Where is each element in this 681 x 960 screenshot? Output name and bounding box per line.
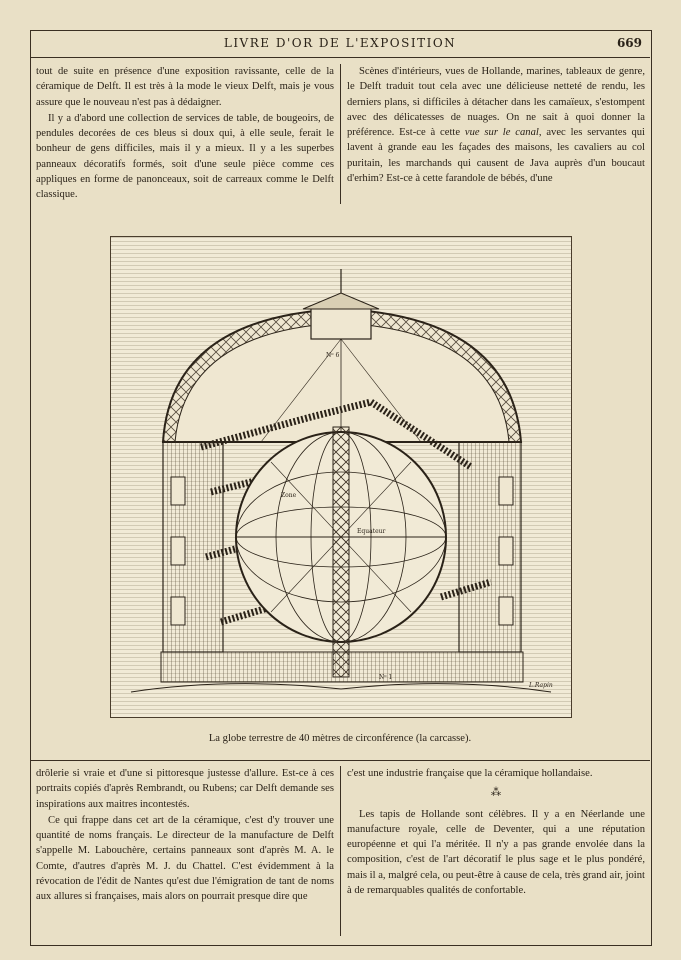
window — [171, 597, 185, 625]
central-axis-tower — [333, 427, 349, 677]
figure-label-bottom: Nᵒ 1 — [379, 674, 393, 681]
bottom-left-column — [36, 766, 334, 906]
paragraph: Il y a d'abord une collection de services de table, de bougeoirs, de pendules decorées de ces bleus si doux qui, à elle seule, ferait le bonheur de gens difficiles, mais il y a mieux. Il y a les superbes panneaux décoratifs formés, soit d'une seule pièce comme ces appliques en forme de panonceaux, soit de carreaux comme le Delft classique. — [36, 112, 334, 201]
paragraph: drôlerie si vraie et d'une si pittoresque justesse d'allure. Est-ce à ces portraits copiés d'après Rembrandt, ou Rubens; car Delft demande ses inspirations aux maitres incontestés. — [36, 768, 334, 810]
engraver-signature: L.Rapin — [529, 682, 553, 689]
page-number: 669 — [616, 36, 642, 50]
running-header — [30, 36, 650, 56]
foundation — [161, 652, 523, 682]
window — [499, 597, 513, 625]
italic-text: vue sur le canal — [464, 127, 539, 139]
paragraph: tout de suite en présence d'une exposition ravissante, celle de la céramique de Delft. Il est très à la mode le vieux Delft, mais je vous assure que le nouveau n'est pas à dédaigner. — [36, 66, 334, 108]
figure-label-equator: Equateur — [357, 528, 386, 535]
caption-rule — [30, 760, 650, 761]
top-left-column — [36, 64, 334, 204]
figure-label-top: Nᵒ 6 — [326, 352, 340, 359]
window — [171, 477, 185, 505]
paragraph — [347, 64, 645, 186]
window — [499, 477, 513, 505]
text-run: , avec les servantes qui lavent à grande eau les façades des maisons, les cavaliers au col puritain, les marchands qui causent de Java auprès d'un boucaut d'erhim? Est-ce à cette farandole de bébés, d'une — [347, 127, 645, 185]
header-title: LIVRE D'OR DE L'EXPOSITION — [223, 36, 457, 50]
asterism-divider: ⁂ — [490, 787, 502, 799]
column-divider — [340, 64, 341, 204]
bottom-right-column — [347, 766, 645, 899]
engraving-figure — [110, 236, 572, 718]
figure-label-zone: Zone — [281, 492, 297, 499]
text-run: Scènes d'intérieurs, vues de Hollande, marines, tableaux de genre, le Delft traduit tout cela avec une délicieuse netteté de rendu, les derniers plans, si difficiles à détacher dans les camaïeux, s'estompent avec des délicatesses de nuages. On ne sait à quoi donner la préférence. Est-ce à cette — [347, 66, 645, 139]
header-rule — [30, 57, 650, 58]
lantern — [311, 307, 371, 339]
window — [171, 537, 185, 565]
figure-caption: La globe terrestre de 40 mètres de circonférence (la carcasse). — [208, 733, 472, 744]
paragraph: Ce qui frappe dans cet art de la céramique, c'est d'y trouver une quantité de noms français. Le directeur de la manufacture de Delft s'appelle M. Labouchère, certains panneaux sont d'après M. A. le Comte, d'autres d'après M. J. du Chattel. C'est évidemment à la révocation de l'édit de Nantes qu'est due l'émigration de tant de noms aux allures si françaises, mais alors on pourrait presque dire que — [36, 814, 334, 903]
top-right-column — [347, 64, 645, 187]
window — [499, 537, 513, 565]
column-divider — [340, 766, 341, 936]
paragraph: Les tapis de Hollande sont célèbres. Il y a en Néerlande une manufacture royale, celle de Deventer, qui a une réputation européenne et qui l'a méritée. Il n'y a pas grande envolée dans la composition, c'est de l'art décoratif le plus sage et le plus pondéré, mais il a, malgré cela, ou peut-être à cause de cela, très grand air, joint à de remarquables qualités de confortable. — [347, 808, 645, 897]
paragraph: c'est une industrie française que la céramique hollandaise. — [347, 768, 593, 779]
globe-illustration — [111, 237, 571, 717]
